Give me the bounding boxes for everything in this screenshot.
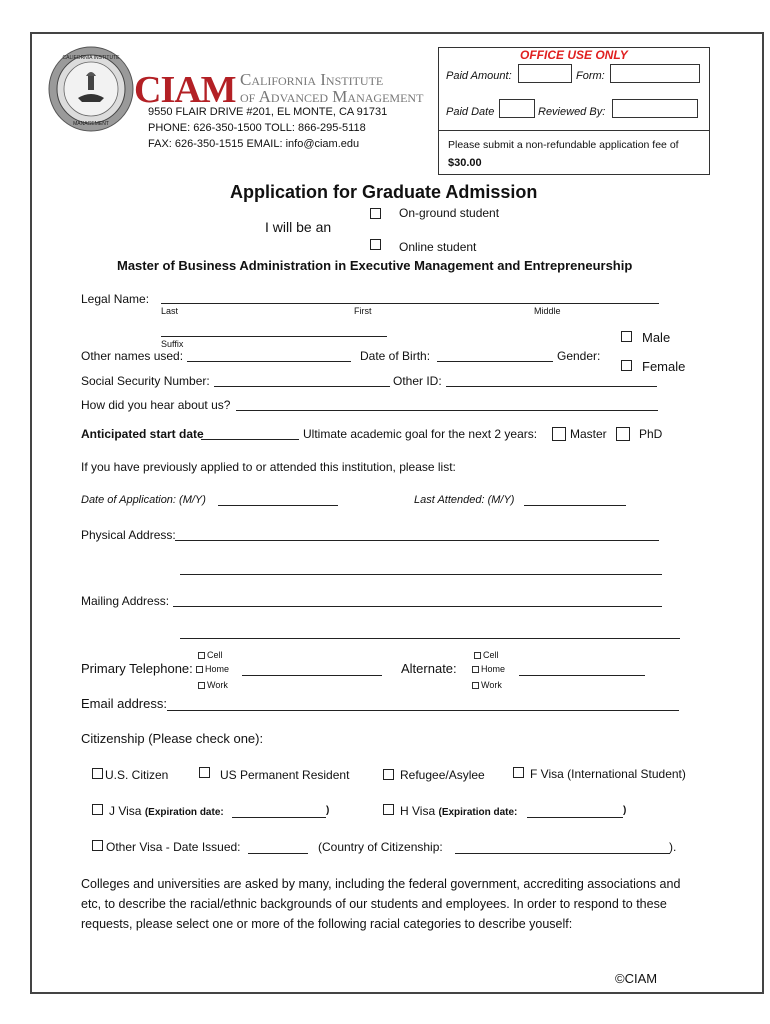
office-title: OFFICE USE ONLY <box>520 48 628 62</box>
male-checkbox[interactable] <box>621 331 632 342</box>
j-visa-label <box>109 804 224 818</box>
ssn-label: Social Security Number: <box>81 374 210 388</box>
primary-cell-label: Cell <box>207 650 223 660</box>
alternate-phone-line[interactable] <box>519 675 645 676</box>
other-visa-checkbox[interactable] <box>92 840 103 851</box>
previous-label: If you have previously applied to or attended this institution, please list: <box>81 460 456 474</box>
fee-note: Please submit a non-refundable application fee of <box>448 139 679 151</box>
email-label: Email address: <box>81 696 167 711</box>
h-visa-expiration: (Expiration date: <box>438 807 518 818</box>
form-field[interactable] <box>610 64 700 83</box>
on-ground-label: On-ground student <box>399 206 500 220</box>
last-attended-line[interactable] <box>524 505 626 506</box>
other-visa-date-line[interactable] <box>248 853 308 854</box>
mailing-line-1[interactable] <box>173 606 662 607</box>
reviewed-by-label: Reviewed By: <box>538 106 606 118</box>
country-label: (Country of Citizenship: <box>318 840 443 854</box>
us-citizen-checkbox[interactable] <box>92 768 103 779</box>
will-be-label: I will be an <box>265 219 332 235</box>
online-label: Online student <box>399 240 477 254</box>
fax-email-line: FAX: 626-350-1515 EMAIL: info@ciam.edu <box>148 138 360 150</box>
master-checkbox[interactable] <box>552 427 566 441</box>
goal-label: Ultimate academic goal for the next 2 years: <box>303 427 538 441</box>
hear-label: How did you hear about us? <box>81 398 231 412</box>
paid-amount-field[interactable] <box>518 64 572 83</box>
paid-date-field[interactable] <box>499 99 535 118</box>
paid-date-label: Paid Date <box>446 106 495 118</box>
email-line[interactable] <box>167 710 679 711</box>
alt-cell-label: Cell <box>483 650 499 660</box>
h-visa-close: ) <box>623 805 627 816</box>
female-label: Female <box>642 359 686 374</box>
legal-name-line[interactable] <box>161 303 659 304</box>
h-visa-label <box>400 804 517 818</box>
h-visa-checkbox[interactable] <box>383 804 394 815</box>
female-checkbox[interactable] <box>621 360 632 371</box>
other-visa-label: Other Visa - Date Issued: <box>106 840 241 854</box>
male-label: Male <box>642 330 671 345</box>
country-line[interactable] <box>455 853 670 854</box>
primary-home-label: Home <box>205 664 230 674</box>
h-visa-date-line[interactable] <box>527 817 623 818</box>
primary-cell-option[interactable] <box>198 650 223 660</box>
legal-name-label: Legal Name: <box>81 292 150 306</box>
ssn-line[interactable] <box>214 386 390 387</box>
date-app-label: Date of Application: (M/Y) <box>81 494 206 506</box>
alt-home-option[interactable] <box>472 664 505 674</box>
f-visa-label: F Visa (International Student) <box>530 767 686 781</box>
alt-cell-checkbox[interactable] <box>474 652 481 659</box>
form-label: Form: <box>576 70 605 82</box>
primary-cell-checkbox[interactable] <box>198 652 205 659</box>
first-caption: First <box>354 306 372 316</box>
primary-work-option[interactable] <box>198 680 228 690</box>
on-ground-checkbox[interactable] <box>370 208 381 219</box>
alt-home-label: Home <box>481 664 506 674</box>
other-names-line[interactable] <box>187 361 351 362</box>
alt-cell-option[interactable] <box>474 650 499 660</box>
primary-work-label: Work <box>207 680 228 690</box>
address: 9550 FLAIR DRIVE #201, EL MONTE, CA 91731 <box>148 106 388 118</box>
alt-work-option[interactable] <box>472 680 502 690</box>
refugee-checkbox[interactable] <box>383 769 394 780</box>
online-checkbox[interactable] <box>370 239 381 250</box>
us-resident-label: US Permanent Resident <box>220 768 350 782</box>
citizenship-label: Citizenship (Please check one): <box>81 731 264 746</box>
dob-label: Date of Birth: <box>360 349 431 363</box>
ciam-seal-logo <box>48 46 134 132</box>
us-citizen-label: U.S. Citizen <box>105 768 169 782</box>
f-visa-checkbox[interactable] <box>513 767 524 778</box>
brand-acronym: CIAM <box>134 69 236 111</box>
physical-label: Physical Address: <box>81 528 176 542</box>
suffix-line[interactable] <box>161 336 387 337</box>
primary-work-checkbox[interactable] <box>198 682 205 689</box>
office-divider <box>438 130 710 131</box>
physical-line-1[interactable] <box>175 540 659 541</box>
refugee-label: Refugee/Asylee <box>400 768 485 782</box>
middle-caption: Middle <box>534 306 561 316</box>
last-attended-label: Last Attended: (M/Y) <box>414 494 515 506</box>
primary-home-option[interactable] <box>196 664 229 674</box>
mailing-label: Mailing Address: <box>81 594 170 608</box>
svg-text:MANAGEMENT: MANAGEMENT <box>73 121 109 127</box>
primary-phone-line[interactable] <box>242 675 382 676</box>
alternate-label: Alternate: <box>401 661 457 676</box>
svg-text:CALIFORNIA INSTITUTE: CALIFORNIA INSTITUTE <box>62 55 120 61</box>
j-visa-close: ) <box>326 805 330 816</box>
alt-work-checkbox[interactable] <box>472 682 479 689</box>
last-caption: Last <box>161 306 179 316</box>
primary-phone-label: Primary Telephone: <box>81 661 193 676</box>
other-id-label: Other ID: <box>393 374 442 388</box>
j-visa-expiration: (Expiration date: <box>144 807 224 818</box>
hear-line[interactable] <box>236 410 658 411</box>
other-id-line[interactable] <box>446 386 657 387</box>
physical-line-2[interactable] <box>180 574 662 575</box>
primary-home-checkbox[interactable] <box>196 666 203 673</box>
page-title: Application for Graduate Admission <box>230 182 538 202</box>
phd-label: PhD <box>639 427 663 441</box>
h-visa-text: H Visa <box>400 804 436 818</box>
j-visa-text: J Visa <box>109 804 142 818</box>
reviewed-by-field[interactable] <box>612 99 698 118</box>
footer-copyright: ©CIAM <box>615 971 658 986</box>
paid-amount-label: Paid Amount: <box>446 70 512 82</box>
suffix-caption: Suffix <box>161 339 184 349</box>
gender-label: Gender: <box>557 349 601 363</box>
date-app-line[interactable] <box>218 505 338 506</box>
start-date-line[interactable] <box>201 439 299 440</box>
brand-name-line2: of Advanced Management <box>240 87 424 106</box>
mailing-line-2[interactable] <box>180 638 680 639</box>
brand-name-line1: California Institute <box>240 70 384 89</box>
j-visa-checkbox[interactable] <box>92 804 103 815</box>
j-visa-date-line[interactable] <box>232 817 326 818</box>
program-title: Master of Business Administration in Executive Management and Entrepreneurship <box>117 258 633 273</box>
fee-amount: $30.00 <box>448 157 482 169</box>
dob-line[interactable] <box>437 361 553 362</box>
start-date-label: Anticipated start date <box>81 427 204 441</box>
country-close: ). <box>669 840 677 854</box>
phone-line: PHONE: 626-350-1500 TOLL: 866-295-5118 <box>148 122 366 134</box>
alt-home-checkbox[interactable] <box>472 666 479 673</box>
other-names-label: Other names used: <box>81 349 184 363</box>
master-label: Master <box>570 427 607 441</box>
alt-work-label: Work <box>481 680 502 690</box>
us-resident-checkbox[interactable] <box>199 767 210 778</box>
phd-checkbox[interactable] <box>616 427 630 441</box>
racial-paragraph: Colleges and universities are asked by many, including the federal government, accrediting associations and etc, to describe the racial/ethnic backgrounds of our students and employees. In order to respond to these requests, please select one or more of the following racial categories to describe youself: <box>81 877 681 931</box>
